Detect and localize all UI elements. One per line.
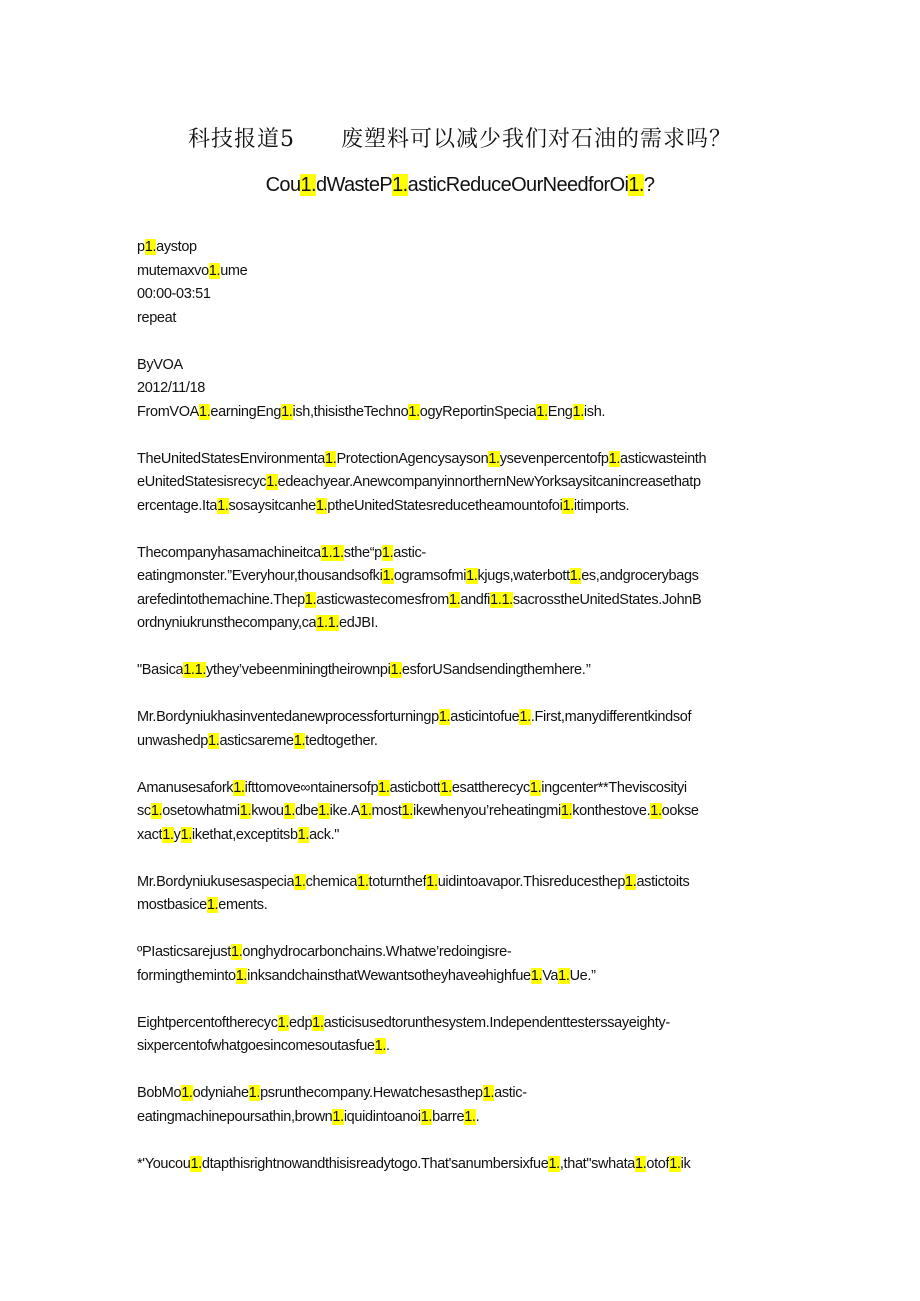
highlight-mark: 1. bbox=[390, 662, 402, 678]
paragraph-line: unwashedp1.asticsareme1.tedtogether. bbox=[137, 732, 378, 749]
highlight-mark: 1. bbox=[180, 826, 192, 843]
highlight-mark: 1. bbox=[206, 897, 219, 913]
highlight-mark: 1. bbox=[199, 403, 211, 420]
highlight-mark: 1. bbox=[294, 873, 306, 890]
highlight-mark: 1. bbox=[235, 967, 248, 984]
highlight-mark: 1. bbox=[150, 803, 163, 819]
highlight-mark: 1. bbox=[408, 403, 420, 420]
highlight-mark: 1. bbox=[382, 568, 394, 584]
highlight-mark: 1. bbox=[634, 1155, 647, 1172]
highlight-mark: 1. bbox=[381, 544, 394, 561]
audio-player-block bbox=[137, 236, 787, 330]
highlight-mark: 1. bbox=[558, 967, 570, 984]
english-title-text: Cou1.dWasteP1.asticReduceOurNeedforOi1.? bbox=[265, 174, 655, 196]
highlight-mark: 1. bbox=[608, 450, 621, 467]
time-readout: 00:00-03:51 bbox=[137, 286, 211, 302]
highlight-mark: 1. bbox=[233, 779, 245, 796]
byline-date: 2012/11/18 bbox=[137, 380, 205, 396]
repeat-control[interactable]: repeat bbox=[137, 309, 177, 326]
highlight-mark: 1. bbox=[650, 803, 662, 819]
highlight-mark: 1. bbox=[401, 803, 413, 819]
highlight-mark: 1. bbox=[572, 403, 584, 420]
highlight-mark: 1. bbox=[315, 497, 328, 514]
highlight-mark: 1. bbox=[277, 1014, 290, 1031]
paragraph-line: "Basica1.1.ythey’vebeenminingtheirownpi1.esforUSandsendingthemhere.’’ bbox=[137, 662, 591, 678]
paragraph-line: Eightpercentoftherecyc1.edp1.asticisusedtorunthesystem.Independenttesterssayeighty- bbox=[137, 1014, 670, 1031]
byline-author: ByVOA bbox=[137, 356, 183, 373]
highlight-mark: 1. bbox=[181, 1085, 193, 1101]
highlight-mark: 1. bbox=[560, 803, 573, 819]
highlight-mark: 1. bbox=[426, 873, 438, 890]
highlight-mark: 1. bbox=[208, 262, 221, 279]
highlight-mark: 1. bbox=[281, 403, 293, 420]
highlight-mark: 1. bbox=[548, 1155, 560, 1172]
highlight-mark: 1. bbox=[529, 779, 542, 796]
highlight-mark: 1. bbox=[293, 732, 306, 749]
paragraph-line: eatingmachinepoursathin,brown1.iquidintoanoi1.barre1.. bbox=[137, 1108, 480, 1125]
highlight-mark: 1. bbox=[312, 1014, 324, 1031]
highlight-mark: 1. bbox=[440, 779, 452, 796]
highlight-mark: 1. bbox=[466, 568, 478, 584]
paragraph-9 bbox=[137, 1082, 787, 1129]
paragraph-7 bbox=[137, 941, 787, 988]
paragraph-line: ercentage.Ita1.sosaysitcanhe1.ptheUnitedStatesreducetheamountofoi1.itimports. bbox=[137, 497, 630, 514]
highlight-mark: 1. bbox=[239, 803, 252, 819]
highlight-mark: 1. bbox=[536, 403, 548, 420]
highlight-mark: 1. bbox=[248, 1085, 261, 1101]
paragraph-line: Amanusesafork1.ifttomove∞ntainersofp1.asticbott1.esattherecyc1.ingcenter**Theviscosityi bbox=[137, 779, 687, 796]
highlight-mark: 1. bbox=[569, 568, 582, 584]
highlight-mark: 1. bbox=[300, 174, 316, 196]
paragraph-line: TheUnitedStatesEnvironmenta1.ProtectionAgencysayson1.ysevenpercentofp1.asticwasteinth bbox=[137, 450, 707, 467]
paragraph-line: mostbasice1.ements. bbox=[137, 897, 268, 913]
chinese-title: 科技报道5 废塑料可以减少我们对石油的需求吗？ bbox=[188, 127, 732, 152]
highlight-mark: 1. bbox=[190, 1155, 202, 1172]
highlight-mark: 1. bbox=[208, 732, 220, 749]
highlight-mark: 1. bbox=[669, 1155, 681, 1172]
paragraph-8 bbox=[137, 1012, 787, 1059]
paragraph-line: *'Youcou1.dtapthisrightnowandthisisreadytogo.That'sanumbersixfue1.,that"swhata1.otof1.ik bbox=[137, 1155, 691, 1172]
play-stop-control[interactable]: p1.aystop bbox=[137, 239, 197, 255]
highlight-mark: 1.1. bbox=[316, 615, 340, 631]
paragraph-6 bbox=[137, 871, 787, 918]
mute-max-volume-control[interactable]: mutemaxvo1.ume bbox=[137, 262, 248, 279]
paragraph-line: BobMo1.odyniahe1.psrunthecompany.Hewatchesasthep1.astic- bbox=[137, 1085, 527, 1101]
highlight-mark: 1. bbox=[464, 1108, 476, 1125]
highlight-mark: 1. bbox=[392, 174, 408, 196]
highlight-mark: 1.1. bbox=[320, 544, 344, 561]
paragraph-line: eUnitedStatesisrecyc1.edeachyear.AnewcompanyinnorthernNewYorksaysitcanincreasethatp bbox=[137, 474, 701, 490]
paragraph-line: formingtheminto1.inksandchainsthatWewantsotheyhaveəhighfue1.Va1.Ue.” bbox=[137, 967, 596, 984]
paragraph-line: Mr.Bordyniukhasinventedanewprocessforturningp1.asticintofue1..First,manydifferentkindsof bbox=[137, 709, 692, 725]
highlight-mark: 1. bbox=[297, 826, 310, 843]
highlight-mark: 1. bbox=[562, 497, 574, 514]
paragraph-line: Thecompanyhasamachineitca1.1.sthe“p1.astic- bbox=[137, 544, 426, 561]
paragraph-4 bbox=[137, 706, 787, 753]
highlight-mark: 1. bbox=[519, 709, 531, 725]
highlight-mark: 1. bbox=[266, 474, 278, 490]
article-body bbox=[137, 236, 787, 1200]
highlight-mark: 1. bbox=[374, 1038, 387, 1054]
paragraph-line: sixpercentofwhatgoesincomesoutasfue1.. bbox=[137, 1038, 390, 1054]
paragraph-line: sc1.osetowhatmi1.kwou1.dbe1.ike.A1.most1.ikewhenyou’reheatingmi1.konthestove.1.ookse bbox=[137, 803, 699, 819]
highlight-mark: 1. bbox=[488, 450, 500, 467]
paragraph-line: eatingmonster.”Everyhour,thousandsofki1.ogramsofmi1.kjugs,waterbott1.es,andgrocerybags bbox=[137, 568, 699, 584]
highlight-mark: 1. bbox=[438, 709, 451, 725]
highlight-mark: 1. bbox=[420, 1108, 433, 1125]
highlight-mark: 1. bbox=[318, 803, 330, 819]
highlight-mark: 1. bbox=[530, 967, 543, 984]
paragraph-10 bbox=[137, 1153, 787, 1177]
highlight-mark: 1. bbox=[448, 591, 461, 608]
intro-line: FromVOA1.earningEng1.ish,thisistheTechno1.ogyReportinSpecia1.Eng1.ish. bbox=[137, 403, 606, 420]
highlight-mark: 1. bbox=[378, 779, 390, 796]
highlight-mark: 1. bbox=[162, 826, 174, 843]
highlight-mark: 1. bbox=[332, 1108, 344, 1125]
highlight-mark: 1. bbox=[357, 873, 369, 890]
paragraph-line: xact1.y1.ikethat,exceptitsb1.ack." bbox=[137, 826, 340, 843]
byline-block bbox=[137, 354, 787, 425]
highlight-mark: 1. bbox=[360, 803, 372, 819]
paragraph-1 bbox=[137, 448, 787, 519]
highlight-mark: 1. bbox=[217, 497, 229, 514]
paragraph-line: ordnyniukrunsthecompany,ca1.1.edJBI. bbox=[137, 615, 379, 631]
paragraph-5 bbox=[137, 777, 787, 848]
english-title bbox=[0, 174, 920, 197]
paragraph-3 bbox=[137, 659, 787, 683]
paragraph-line: Mr.Bordyniukusesaspecia1.chemica1.toturnthef1.uidintoavapor.Thisreducesthep1.astictoits bbox=[137, 873, 690, 890]
paragraph-2 bbox=[137, 542, 787, 636]
highlight-mark: 1. bbox=[230, 944, 243, 960]
highlight-mark: 1. bbox=[144, 239, 157, 255]
highlight-mark: 1. bbox=[482, 1085, 495, 1101]
highlight-mark: 1. bbox=[325, 450, 337, 467]
highlight-mark: 1.1. bbox=[183, 662, 207, 678]
highlight-mark: 1. bbox=[625, 873, 637, 890]
highlight-mark: 1.1. bbox=[490, 591, 513, 608]
highlight-mark: 1. bbox=[304, 591, 317, 608]
paragraph-line: arefedintothemachine.Thep1.asticwastecomesfrom1.andfi1.1.sacrosstheUnitedStates.JohnB bbox=[137, 591, 702, 608]
highlight-mark: 1. bbox=[628, 174, 644, 196]
highlight-mark: 1. bbox=[283, 803, 296, 819]
paragraph-line: ºPIasticsarejust1.onghydrocarbonchains.Whatwe’redoingisre- bbox=[137, 944, 512, 960]
